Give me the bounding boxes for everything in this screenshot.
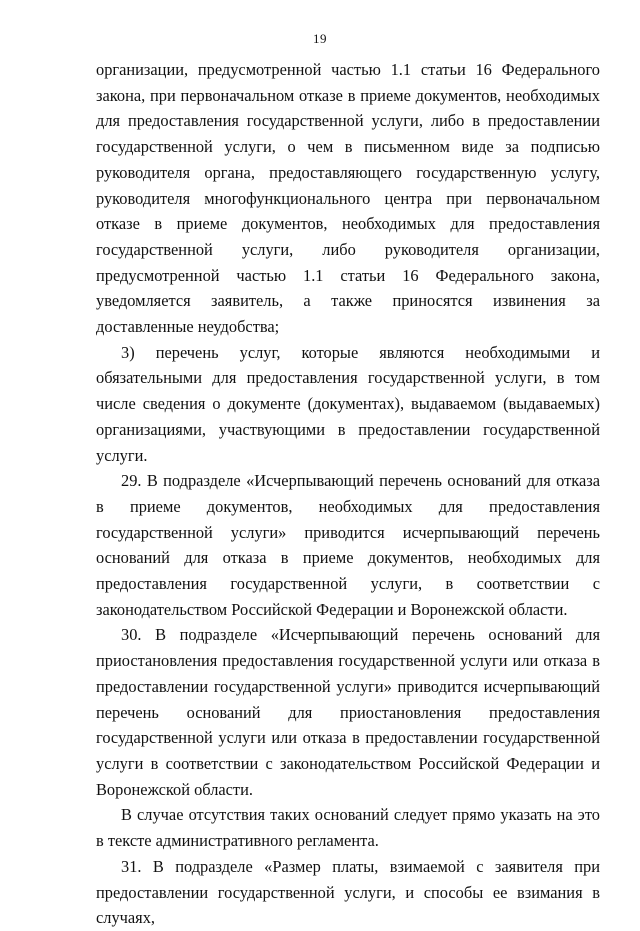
paragraph-clause-30-note: В случае отсутствия таких оснований следует прямо указать на это в тексте административного регламента. xyxy=(96,805,600,851)
document-body xyxy=(96,57,600,931)
paragraph-item-3: 3) перечень услуг, которые являются необходимыми и обязательными для предоставления государственной услуги, в том числе сведения о документе (документах), выдаваемом (выдаваемых) организациями, участвующими в предоставлении государственной услуги. xyxy=(96,342,600,465)
page-number: 19 xyxy=(313,31,327,46)
paragraph-clause-29: 29. В подразделе «Исчерпывающий перечень оснований для отказа в приеме документов, необходимых для предоставления государственной услуги» приводится исчерпывающий перечень оснований для отказа в приеме документов, необходимых для предоставления государственной услуги, в соответствии с законодательством Российской Федерации и Воронежской области. xyxy=(96,471,600,619)
paragraph-continuation: организации, предусмотренной частью 1.1 статьи 16 Федерального закона, при первоначальном отказе в приеме документов, необходимых для предоставления государственной услуги, либо в предоставлении государственной услуги, о чем в письменном виде за подписью руководителя органа, предоставляющего государственную услугу, руководителя многофункционального центра при первоначальном отказе в приеме документов, необходимых для предоставления государственной услуги, либо руководителя организации, предусмотренной частью 1.1 статьи 16 Федерального закона, уведомляется заявитель, а также приносятся извинения за доставленные неудобства; xyxy=(96,60,600,337)
paragraph-clause-30: 30. В подразделе «Исчерпывающий перечень оснований для приостановления предоставления государственной услуги или отказа в предоставлении государственной услуги» приводится исчерпывающий перечень оснований для приостановления предоставления государственной услуги или отказа в предоставлении государственной услуги в соответствии с законодательством Российской Федерации и Воронежской области. xyxy=(96,625,600,799)
paragraph-clause-31: 31. В подразделе «Размер платы, взимаемой с заявителя при предоставлении государственной услуги, и способы ее взимания в случаях, xyxy=(96,856,600,928)
